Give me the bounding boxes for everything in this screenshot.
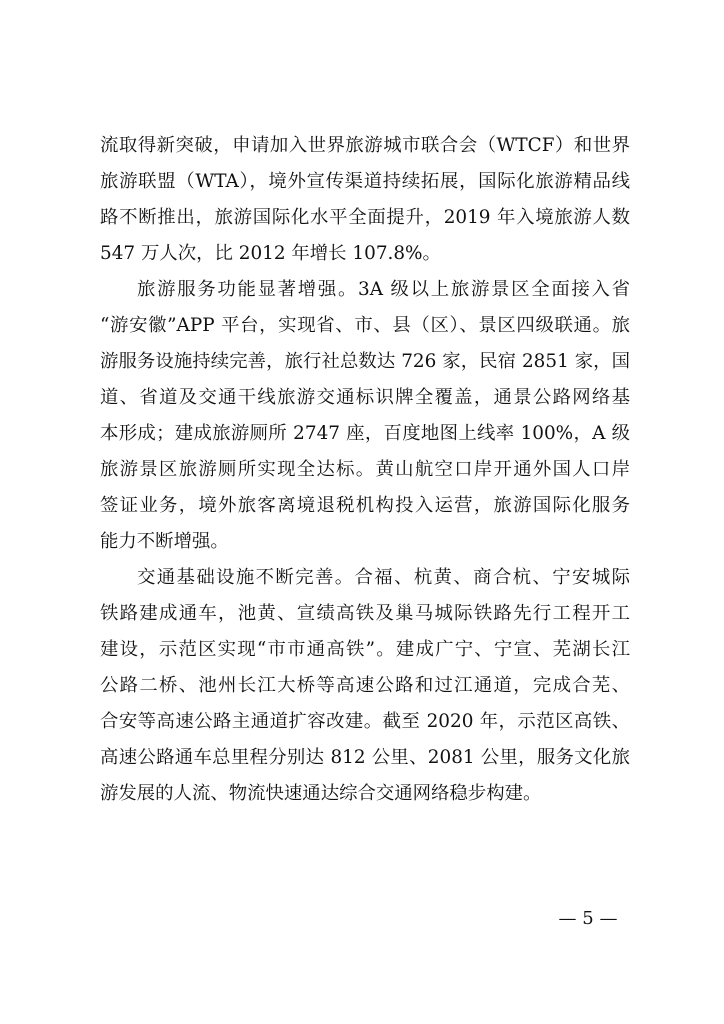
page-number: — 5 — — [558, 908, 618, 929]
paragraph-line: 流取得新突破，申请加入世界旅游城市联合会（WTCF）和世界 — [100, 135, 630, 156]
paragraph-line: 交通基础设施不断完善。合福、杭黄、商合杭、宁安城际 — [137, 567, 630, 588]
paragraph-line: 旅游景区旅游厕所实现全达标。黄山航空口岸开通外国人口岸 — [100, 459, 630, 480]
body-text — [100, 128, 630, 812]
paragraph-line: 旅游联盟（WTA），境外宣传渠道持续拓展，国际化旅游精品线 — [100, 171, 630, 192]
paragraph-line: 旅游服务功能显著增强。3A 级以上旅游景区全面接入省 — [137, 279, 630, 300]
paragraph-line: 公路二桥、池州长江大桥等高速公路和过江通道，完成合芜、 — [100, 675, 630, 696]
paragraph-line: 路不断推出，旅游国际化水平全面提升，2019 年入境旅游人数 — [100, 207, 630, 228]
paragraph-line: 游发展的人流、物流快速通达综合交通网络稳步构建。 — [100, 783, 542, 804]
paragraph-line: “游安徽”APP 平台，实现省、市、县（区）、景区四级联通。旅 — [100, 315, 630, 336]
paragraph-line: 547 万人次，比 2012 年增长 107.8%。 — [100, 243, 441, 264]
paragraph-line: 建设，示范区实现“市市通高铁”。建成广宁、宁宣、芜湖长江 — [100, 639, 630, 660]
paragraph-line: 道、省道及交通干线旅游交通标识牌全覆盖，通景公路网络基 — [100, 387, 630, 408]
paragraph-line: 游服务设施持续完善，旅行社总数达 726 家，民宿 2851 家，国 — [100, 351, 630, 372]
paragraph-line: 高速公路通车总里程分别达 812 公里、2081 公里，服务文化旅 — [100, 747, 630, 768]
paragraph-line: 能力不断增强。 — [100, 531, 229, 552]
paragraph-line: 合安等高速公路主通道扩容改建。截至 2020 年，示范区高铁、 — [100, 711, 630, 732]
paragraph-line: 签证业务，境外旅客离境退税机构投入运营，旅游国际化服务 — [100, 495, 630, 516]
paragraph-line: 本形成；建成旅游厕所 2747 座，百度地图上线率 100%，A 级 — [100, 423, 630, 444]
paragraph-line: 铁路建成通车，池黄、宣绩高铁及巢马城际铁路先行工程开工 — [100, 603, 630, 624]
